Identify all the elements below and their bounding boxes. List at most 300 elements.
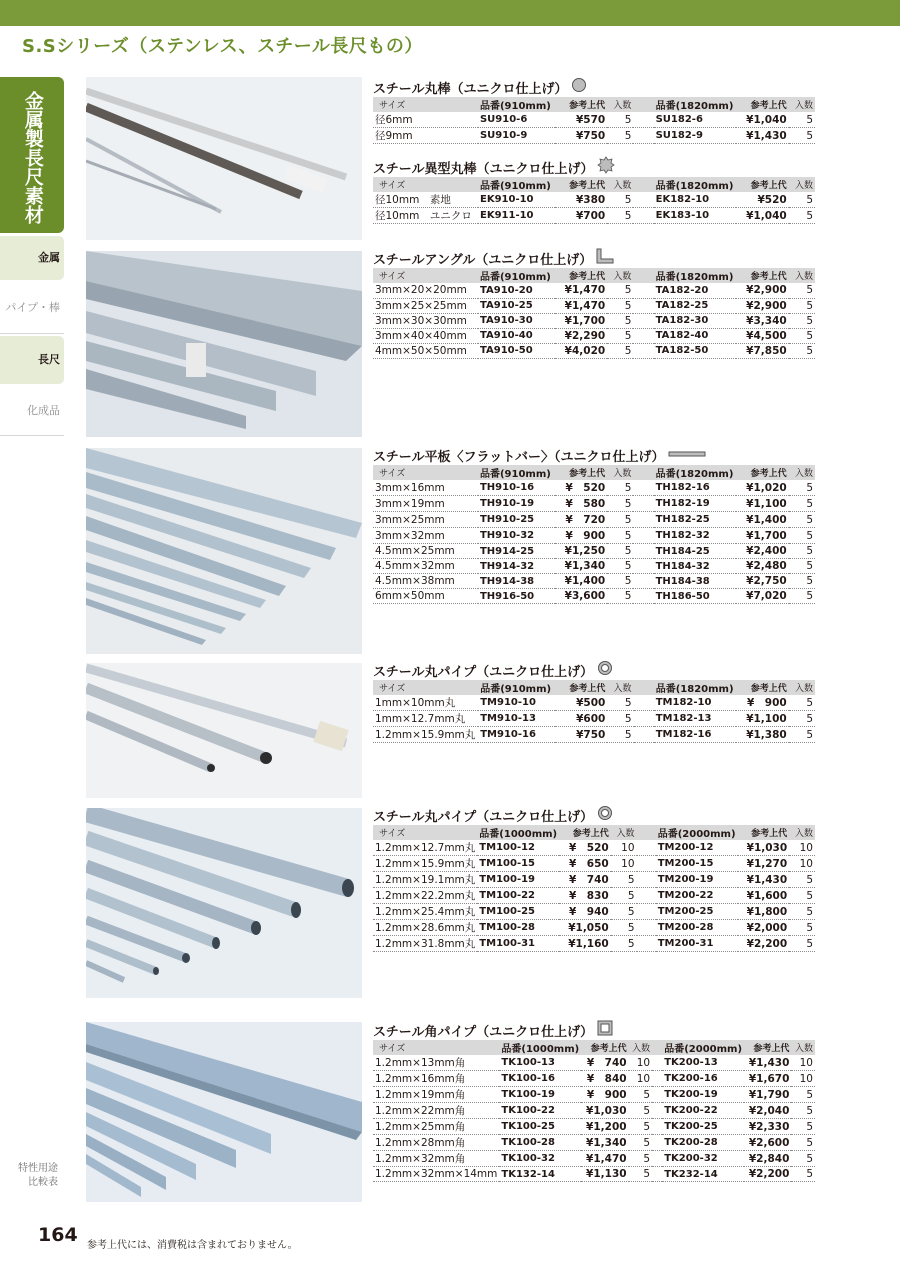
table-cell: ¥570 — [555, 112, 607, 128]
table-cell: TM200-25 — [656, 904, 738, 920]
cell-gap — [652, 1087, 662, 1103]
table-cell: ¥2,840 — [744, 1151, 791, 1167]
side-tab-metal[interactable]: 金属 — [0, 236, 64, 280]
column-header: 入数 — [616, 829, 635, 839]
column-header: 参考上代 — [569, 684, 606, 694]
table-cell: ¥1,430 — [738, 872, 790, 888]
column-header: 参考上代 — [750, 181, 787, 191]
cell-gap — [634, 711, 654, 727]
table-row — [373, 528, 815, 544]
table-cell: ¥ 900 — [581, 1087, 628, 1103]
table-cell: ¥600 — [555, 711, 607, 727]
section-title-text: スチール丸棒（ユニクロ仕上げ） — [373, 81, 568, 97]
column-header: 品番(1000mm) — [501, 1044, 580, 1055]
header-band — [0, 0, 900, 26]
section-square-pipe — [373, 1020, 815, 1182]
table-cell: ¥3,600 — [555, 589, 607, 604]
table-cell: TK100-25 — [499, 1119, 581, 1135]
column-header: 品番(1820mm) — [655, 181, 734, 192]
table-cell: ¥1,340 — [581, 1135, 628, 1151]
column-header: 参考上代 — [569, 101, 606, 111]
table-cell: TM200-19 — [656, 872, 738, 888]
table-row — [373, 727, 815, 743]
table-cell: TH182-25 — [654, 512, 737, 528]
table-cell: ¥2,040 — [744, 1103, 791, 1119]
table-cell: 5 — [789, 872, 815, 888]
category-tab-main[interactable]: 金属製長尺素材 — [0, 77, 64, 233]
table-cell: TM200-28 — [656, 920, 738, 936]
table-cell: 5 — [607, 128, 633, 144]
cell-gap — [633, 496, 653, 512]
table-row — [373, 1119, 815, 1135]
price-table — [373, 97, 815, 144]
table-row — [373, 1135, 815, 1151]
table-row — [373, 480, 815, 496]
section-title-text: スチール異型丸棒（ユニクロ仕上げ） — [373, 161, 594, 177]
table-row — [373, 343, 815, 358]
table-cell: ¥1,430 — [744, 1055, 791, 1071]
cell-gap — [637, 840, 656, 856]
table-cell: ¥ 520 — [559, 840, 611, 856]
deformed-bar-icon — [597, 156, 615, 178]
column-header: 入数 — [613, 101, 632, 111]
cell-gap — [637, 856, 656, 872]
cell-gap — [633, 512, 653, 528]
table-cell: 5 — [789, 544, 815, 559]
table-cell: ¥ 900 — [736, 695, 788, 711]
table-row — [373, 1087, 815, 1103]
side-tab-chemical[interactable]: 化成品 — [0, 386, 64, 436]
table-row — [373, 1071, 815, 1087]
table-cell: EK183-10 — [654, 208, 737, 224]
table-cell: 径10mm 素地 — [373, 192, 478, 208]
round-pipe-icon — [597, 805, 613, 825]
angle-icon — [596, 248, 614, 268]
table-cell: ¥1,470 — [555, 298, 607, 313]
column-header: 参考上代 — [750, 469, 787, 479]
round-pipe-icon — [597, 660, 613, 680]
table-cell: 5 — [789, 559, 815, 574]
cell-gap — [633, 589, 653, 604]
table-cell: TH182-16 — [654, 480, 737, 496]
cell-gap — [633, 328, 653, 343]
cell-gap — [633, 298, 653, 313]
cell-gap — [633, 574, 653, 589]
table-cell: ¥1,380 — [736, 727, 788, 743]
table-row — [373, 856, 815, 872]
table-cell: ¥ 900 — [555, 528, 607, 544]
table-cell: TM182-16 — [654, 727, 737, 743]
table-cell: 5 — [789, 528, 815, 544]
table-cell: ¥1,400 — [555, 574, 607, 589]
table-cell: TH910-16 — [478, 480, 555, 496]
table-cell: 径6mm — [373, 112, 478, 128]
table-row — [373, 936, 815, 952]
table-cell: 5 — [629, 1119, 653, 1135]
table-cell: ¥1,430 — [736, 128, 788, 144]
table-row — [373, 298, 815, 313]
table-cell: 5 — [607, 559, 633, 574]
table-cell: 5 — [607, 528, 633, 544]
column-header: 品番(2000mm) — [664, 1044, 743, 1055]
table-row — [373, 1167, 815, 1182]
table-cell: TH914-38 — [478, 574, 555, 589]
table-cell: SU910-6 — [478, 112, 555, 128]
price-table — [373, 177, 815, 224]
column-header: 入数 — [613, 684, 632, 694]
table-cell: 5 — [789, 343, 815, 358]
table-cell: TK232-14 — [662, 1167, 744, 1182]
cell-gap — [637, 904, 656, 920]
table-cell: ¥2,600 — [744, 1135, 791, 1151]
table-cell: ¥520 — [736, 192, 788, 208]
table-cell: ¥4,500 — [736, 328, 788, 343]
table-cell: ¥1,250 — [555, 544, 607, 559]
table-cell: 5 — [607, 695, 633, 711]
table-cell: TK200-28 — [662, 1135, 744, 1151]
table-row — [373, 1151, 815, 1167]
header-gap — [633, 177, 653, 192]
table-row — [373, 840, 815, 856]
cell-gap — [633, 208, 653, 224]
table-cell: 4mm×50×50mm — [373, 343, 478, 358]
section-round-bar — [373, 77, 815, 144]
column-header: 参考上代 — [572, 829, 609, 839]
column-header: 品番(910mm) — [479, 181, 551, 192]
table-row — [373, 313, 815, 328]
table-cell: ¥2,200 — [744, 1167, 791, 1182]
section-title-text: スチール角パイプ（ユニクロ仕上げ） — [373, 1024, 594, 1040]
table-cell: TM182-13 — [654, 711, 737, 727]
table-cell: 10 — [791, 1071, 815, 1087]
table-cell: ¥750 — [555, 128, 607, 144]
column-header: 参考上代 — [750, 101, 787, 111]
table-cell: ¥ 840 — [581, 1071, 628, 1087]
column-header: 参考上代 — [569, 181, 606, 191]
table-cell: 3mm×25mm — [373, 512, 478, 528]
table-cell: 5 — [791, 1103, 815, 1119]
table-cell: 5 — [611, 872, 637, 888]
page-number: 164 — [38, 1224, 78, 1246]
table-header-row — [373, 1040, 815, 1055]
table-cell: 3mm×16mm — [373, 480, 478, 496]
table-header-row — [373, 825, 815, 840]
table-cell: 5 — [791, 1135, 815, 1151]
column-header: サイズ — [379, 469, 406, 479]
cell-gap — [637, 936, 656, 952]
table-row — [373, 208, 815, 224]
table-cell: 5 — [791, 1151, 815, 1167]
table-cell: ¥380 — [555, 192, 607, 208]
section-title-text: スチールアングル（ユニクロ仕上げ） — [373, 252, 593, 268]
side-tab-long[interactable]: 長尺 — [0, 336, 64, 384]
table-cell: 5 — [607, 496, 633, 512]
round-bar-photo — [86, 77, 362, 240]
table-cell: 5 — [791, 1119, 815, 1135]
table-cell: 5 — [791, 1167, 815, 1182]
table-cell: 5 — [789, 496, 815, 512]
table-row — [373, 872, 815, 888]
column-header: 品番(1820mm) — [655, 272, 734, 283]
table-cell: SU182-9 — [654, 128, 737, 144]
table-cell: TH910-19 — [478, 496, 555, 512]
table-cell: 5 — [607, 589, 633, 604]
table-cell: TH916-50 — [478, 589, 555, 604]
table-cell: ¥1,040 — [736, 112, 788, 128]
angle-photo — [86, 251, 362, 437]
table-cell: ¥2,480 — [736, 559, 788, 574]
table-cell: 10 — [611, 856, 637, 872]
table-cell: TM100-12 — [477, 840, 559, 856]
section-title — [373, 805, 815, 825]
table-cell: 4.5mm×32mm — [373, 559, 478, 574]
column-header: サイズ — [379, 101, 406, 111]
square-pipe-photo — [86, 1022, 362, 1202]
table-cell: ¥1,030 — [738, 840, 790, 856]
table-row — [373, 1055, 815, 1071]
side-tab-compare[interactable]: 特性用途 比較表 — [18, 1163, 58, 1188]
section-flat-bar — [373, 445, 815, 604]
table-cell: SU910-9 — [478, 128, 555, 144]
table-cell: 1.2mm×19.1mm丸 — [373, 872, 477, 888]
table-cell: EK911-10 — [478, 208, 555, 224]
table-cell: 5 — [607, 711, 633, 727]
table-cell: 1.2mm×25mm角 — [373, 1119, 499, 1135]
table-cell: 5 — [629, 1151, 653, 1167]
table-cell: ¥1,340 — [555, 559, 607, 574]
table-cell: 5 — [789, 328, 815, 343]
table-cell: ¥2,750 — [736, 574, 788, 589]
table-row — [373, 112, 815, 128]
table-cell: 1.2mm×32mm角 — [373, 1151, 499, 1167]
cell-gap — [633, 559, 653, 574]
cell-gap — [652, 1071, 662, 1087]
table-cell: 1.2mm×16mm角 — [373, 1071, 499, 1087]
table-cell: ¥2,000 — [738, 920, 790, 936]
side-tab-pipe[interactable]: パイプ・棒 — [0, 282, 64, 334]
table-cell: TK100-13 — [499, 1055, 581, 1071]
table-cell: 5 — [789, 298, 815, 313]
table-cell: 10 — [789, 856, 815, 872]
section-deformed-bar — [373, 157, 815, 224]
table-cell: ¥1,200 — [581, 1119, 628, 1135]
column-header: 入数 — [794, 272, 813, 282]
table-cell: ¥ 740 — [559, 872, 611, 888]
price-table — [373, 825, 815, 952]
column-header: 入数 — [794, 469, 813, 479]
table-cell: TM100-31 — [477, 936, 559, 952]
table-cell: ¥2,900 — [736, 298, 788, 313]
table-cell: 5 — [607, 574, 633, 589]
table-cell: TK100-32 — [499, 1151, 581, 1167]
table-cell: EK910-10 — [478, 192, 555, 208]
cell-gap — [634, 727, 654, 743]
table-cell: 5 — [789, 936, 815, 952]
cell-gap — [633, 528, 653, 544]
table-row — [373, 544, 815, 559]
table-row — [373, 559, 815, 574]
table-cell: ¥1,790 — [744, 1087, 791, 1103]
cell-gap — [652, 1135, 662, 1151]
table-row — [373, 512, 815, 528]
table-cell: ¥1,130 — [581, 1167, 628, 1182]
column-header: 品番(1000mm) — [479, 829, 558, 840]
table-cell: 10 — [611, 840, 637, 856]
table-cell: 3mm×32mm — [373, 528, 478, 544]
cell-gap — [637, 872, 656, 888]
price-table — [373, 1040, 815, 1182]
table-cell: TK200-32 — [662, 1151, 744, 1167]
table-cell: ¥1,470 — [555, 283, 607, 298]
table-cell: EK182-10 — [654, 192, 737, 208]
table-cell: 5 — [789, 920, 815, 936]
header-gap — [652, 1040, 662, 1055]
round-bar-icon — [571, 77, 587, 97]
table-cell: 1.2mm×22.2mm丸 — [373, 888, 477, 904]
table-cell: 5 — [607, 208, 633, 224]
flat-bar-icon — [668, 448, 706, 463]
section-title — [373, 157, 815, 177]
cell-gap — [637, 888, 656, 904]
table-row — [373, 283, 815, 298]
column-header: 入数 — [613, 181, 632, 191]
table-cell: TK132-14 — [499, 1167, 581, 1182]
table-cell: ¥ 720 — [555, 512, 607, 528]
table-cell: TM100-19 — [477, 872, 559, 888]
table-cell: ¥ 940 — [559, 904, 611, 920]
table-cell: 5 — [611, 920, 637, 936]
table-cell: 5 — [607, 298, 633, 313]
table-cell: TH184-25 — [654, 544, 737, 559]
table-cell: ¥750 — [555, 727, 607, 743]
page-title: S.Sシリーズ（ステンレス、スチール長尺もの） — [22, 36, 423, 57]
table-row — [373, 711, 815, 727]
table-cell: ¥2,330 — [744, 1119, 791, 1135]
table-cell: 5 — [629, 1087, 653, 1103]
table-cell: ¥ 830 — [559, 888, 611, 904]
table-cell: TA182-25 — [654, 298, 737, 313]
cell-gap — [652, 1103, 662, 1119]
column-header: 参考上代 — [569, 272, 606, 282]
column-header: 品番(1820mm) — [655, 469, 734, 480]
header-gap — [633, 268, 653, 283]
table-cell: 5 — [607, 343, 633, 358]
table-cell: 5 — [607, 328, 633, 343]
column-header: 入数 — [613, 469, 632, 479]
table-cell: 5 — [611, 936, 637, 952]
table-row — [373, 695, 815, 711]
table-cell: 5 — [607, 283, 633, 298]
column-header: 入数 — [794, 181, 813, 191]
table-cell: 3mm×19mm — [373, 496, 478, 512]
table-cell: TK100-28 — [499, 1135, 581, 1151]
cell-gap — [633, 313, 653, 328]
table-cell: 1.2mm×12.7mm丸 — [375, 842, 476, 854]
table-header-row — [373, 268, 815, 283]
column-header: 入数 — [613, 272, 632, 282]
table-cell: 5 — [789, 313, 815, 328]
column-header: サイズ — [379, 684, 406, 694]
table-cell: 3mm×20×20mm — [373, 283, 478, 298]
table-header-row — [373, 177, 815, 192]
table-cell: ¥1,020 — [736, 480, 788, 496]
table-cell: TH910-25 — [478, 512, 555, 528]
column-header: 品番(2000mm) — [657, 829, 736, 840]
table-cell: 3mm×40×40mm — [373, 328, 478, 343]
table-cell: 10 — [789, 840, 815, 856]
column-header: サイズ — [379, 829, 406, 839]
header-gap — [634, 680, 654, 695]
table-row — [373, 128, 815, 144]
price-table — [373, 680, 815, 743]
table-cell: TM100-28 — [477, 920, 559, 936]
column-header: 参考上代 — [750, 684, 787, 694]
table-cell: 1.2mm×15.9mm丸 — [373, 856, 477, 872]
footnote: 参考上代には、消費税は含まれておりません。 — [87, 1240, 298, 1251]
section-title-text: スチール平板〈フラットバー〉（ユニクロ仕上げ） — [373, 449, 665, 465]
table-cell: ¥1,400 — [736, 512, 788, 528]
table-cell: TH914-25 — [478, 544, 555, 559]
table-cell: ¥ 520 — [555, 480, 607, 496]
table-cell: TM182-10 — [654, 695, 737, 711]
table-cell: 5 — [789, 888, 815, 904]
table-cell: TA182-50 — [654, 343, 737, 358]
table-cell: ¥2,400 — [736, 544, 788, 559]
table-cell: 5 — [607, 112, 633, 128]
table-cell: 5 — [789, 727, 815, 743]
table-cell: 5 — [789, 128, 815, 144]
section-round-pipe-2 — [373, 805, 815, 952]
table-cell: TH910-32 — [478, 528, 555, 544]
table-cell: ¥7,020 — [736, 589, 788, 604]
table-cell: 1mm×10mm丸 — [373, 695, 478, 711]
column-header: 入数 — [632, 1044, 651, 1054]
table-cell: 径9mm — [373, 128, 478, 144]
table-cell: TM200-15 — [656, 856, 738, 872]
table-cell: 5 — [607, 192, 633, 208]
section-round-pipe — [373, 660, 815, 743]
table-cell: 5 — [629, 1103, 653, 1119]
column-header: 参考上代 — [753, 1044, 790, 1054]
table-cell: 5 — [789, 574, 815, 589]
table-cell: ¥1,160 — [559, 936, 611, 952]
column-header: サイズ — [379, 272, 406, 282]
table-cell: 1.2mm×19mm角 — [373, 1087, 499, 1103]
table-cell: 5 — [607, 727, 633, 743]
table-cell: TH182-32 — [654, 528, 737, 544]
round-pipe-photo-2 — [86, 808, 362, 998]
table-header-row — [373, 680, 815, 695]
table-cell: ¥ 740 — [581, 1055, 628, 1071]
table-cell: 1.2mm×22mm角 — [373, 1103, 499, 1119]
column-header: 品番(910mm) — [479, 272, 551, 283]
square-pipe-icon — [597, 1020, 613, 1040]
table-row — [373, 920, 815, 936]
cell-gap — [633, 192, 653, 208]
table-cell: TK100-16 — [499, 1071, 581, 1087]
table-cell: TM200-31 — [656, 936, 738, 952]
cell-gap — [633, 343, 653, 358]
table-row — [373, 192, 815, 208]
table-cell: ¥2,900 — [736, 283, 788, 298]
table-cell: TA910-50 — [478, 343, 555, 358]
column-header: 参考上代 — [750, 272, 787, 282]
round-pipe-photo — [86, 663, 362, 798]
table-cell: 1.2mm×15.9mm丸 — [373, 727, 478, 743]
section-title — [373, 248, 815, 268]
table-cell: ¥1,670 — [744, 1071, 791, 1087]
table-cell: ¥1,800 — [738, 904, 790, 920]
